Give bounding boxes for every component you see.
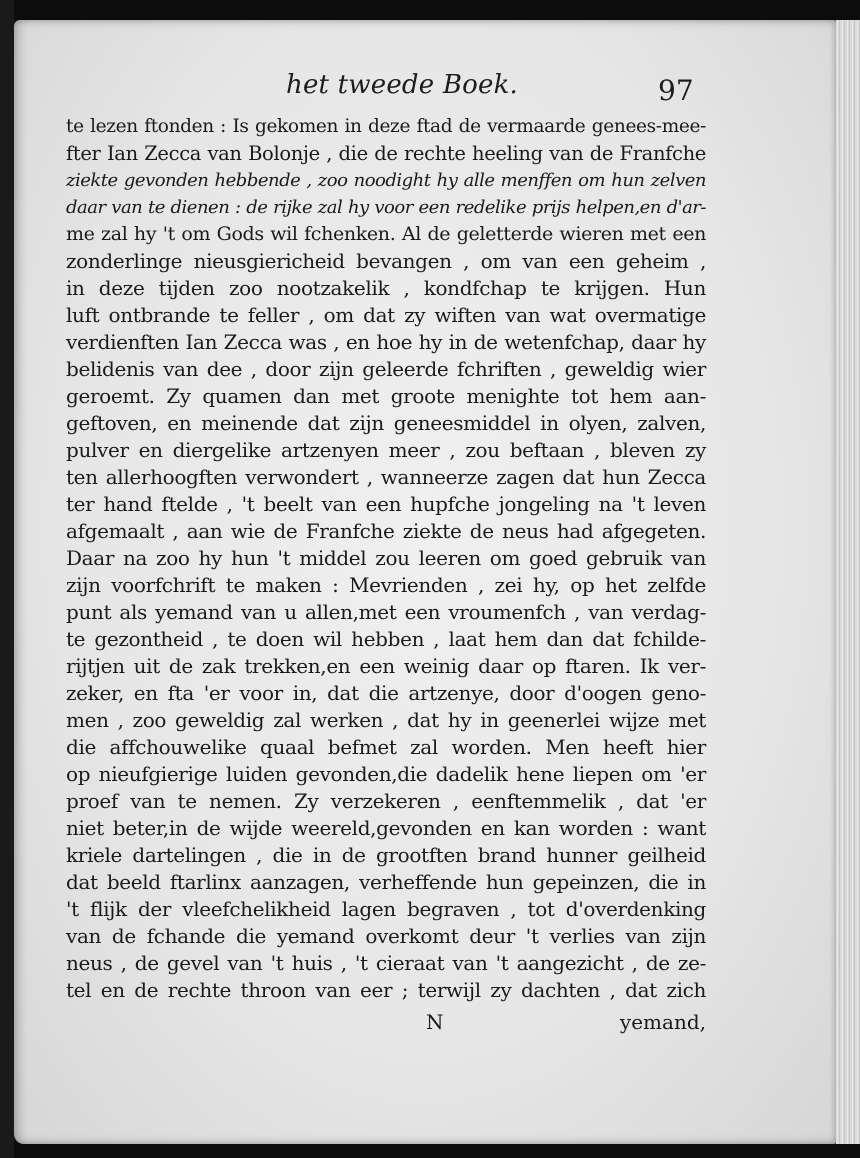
text-line: punt als yemand van u allen,met een vroumenfch , van verdag-	[66, 600, 706, 624]
text-line: 't flijk der vleefchelikheid lagen begraven , tot d'overdenking	[66, 897, 706, 921]
page-number: 97	[658, 74, 694, 107]
text-line: proef van te nemen. Zy verzekeren , eenftemmelik , dat 'er	[66, 789, 706, 813]
page-header	[14, 62, 836, 112]
page-footer	[66, 1010, 706, 1040]
page-stack-edge	[836, 20, 860, 1144]
text-line: luft ontbrande te feller , om dat zy wiften van wat overmatige	[66, 303, 706, 327]
text-line: van de fchande die yemand overkomt deur 't verlies van zijn	[66, 924, 706, 948]
page-body-text	[66, 113, 706, 1004]
text-line: neus , de gevel van 't huis , 't cieraat van 't aangezicht , de ze-	[66, 951, 706, 975]
text-line: ten allerhoogften verwondert , wanneerze zagen dat hun Zecca	[66, 465, 706, 489]
signature-mark: N	[426, 1010, 444, 1034]
text-line: verdienften Ian Zecca was , en hoe hy in de wetenfchap, daar hy	[66, 330, 706, 354]
text-line: zijn voorfchrift te maken : Mevrienden , zei hy, op het zelfde	[66, 573, 706, 597]
catchword: yemand,	[619, 1010, 706, 1034]
text-line: tel en de rechte throon van eer ; terwijl zy dachten , dat zich	[66, 978, 706, 1002]
text-line: geroemt. Zy quamen dan met groote menighte tot hem aan-	[66, 384, 706, 408]
text-line: in deze tijden zoo nootzakelik , kondfchap te krijgen. Hun	[66, 276, 706, 300]
text-line: dat beeld ftarlinx aanzagen, verheffende hun gepeinzen, die in	[66, 870, 706, 894]
text-line: die affchouwelike quaal befmet zal worden. Men heeft hier	[66, 735, 706, 759]
text-line: afgemaalt , aan wie de Franfche ziekte de neus had afgegeten.	[66, 519, 706, 543]
running-title: het tweede Boek.	[286, 70, 518, 100]
text-line: ziekte gevonden hebbende , zoo noodight hy alle menffen om hun zelven	[66, 170, 706, 191]
text-line: op nieufgierige luiden gevonden,die dadelik hene liepen om 'er	[66, 762, 706, 786]
text-line: rijtjen uit de zak trekken,en een weinig daar op ftaren. Ik ver-	[66, 654, 706, 678]
text-line: kriele dartelingen , die in de grootften brand hunner geilheid	[66, 843, 706, 867]
text-line: Daar na zoo hy hun 't middel zou leeren om goed gebruik van	[66, 546, 706, 570]
text-line: zonderlinge nieusgiericheid bevangen , om van een geheim ,	[66, 249, 706, 273]
text-line: zeker, en fta 'er voor in, dat die artzenye, door d'oogen geno-	[66, 681, 706, 705]
text-line: te lezen ftonden : Is gekomen in deze ftad de vermaarde genees-mee-	[66, 116, 706, 137]
text-line: te gezontheid , te doen wil hebben , laat hem dan dat fchilde-	[66, 627, 706, 651]
book-page	[14, 20, 836, 1144]
text-line: fter Ian Zecca van Bolonje , die de rechte heeling van de Franfche	[66, 142, 706, 165]
text-line: men , zoo geweldig zal werken , dat hy in geenerlei wijze met	[66, 708, 706, 732]
book-gutter-shadow	[0, 0, 14, 1158]
text-line: ter hand ftelde , 't beelt van een hupfche jongeling na 't leven	[66, 492, 706, 516]
text-line: niet beter,in de wijde weereld,gevonden en kan worden : want	[66, 816, 706, 840]
text-line: geftoven, en meinende dat zijn geneesmiddel in olyen, zalven,	[66, 411, 706, 435]
text-line: pulver en diergelike artzenyen meer , zou beftaan , bleven zy	[66, 438, 706, 462]
text-line: belidenis van dee , door zijn geleerde fchriften , geweldig wier	[66, 357, 706, 381]
text-line: me zal hy 't om Gods wil fchenken. Al de geletterde wieren met een	[66, 223, 706, 245]
text-line: daar van te dienen : de rijke zal hy voor een redelike prijs helpen,en d'ar-	[66, 197, 706, 218]
